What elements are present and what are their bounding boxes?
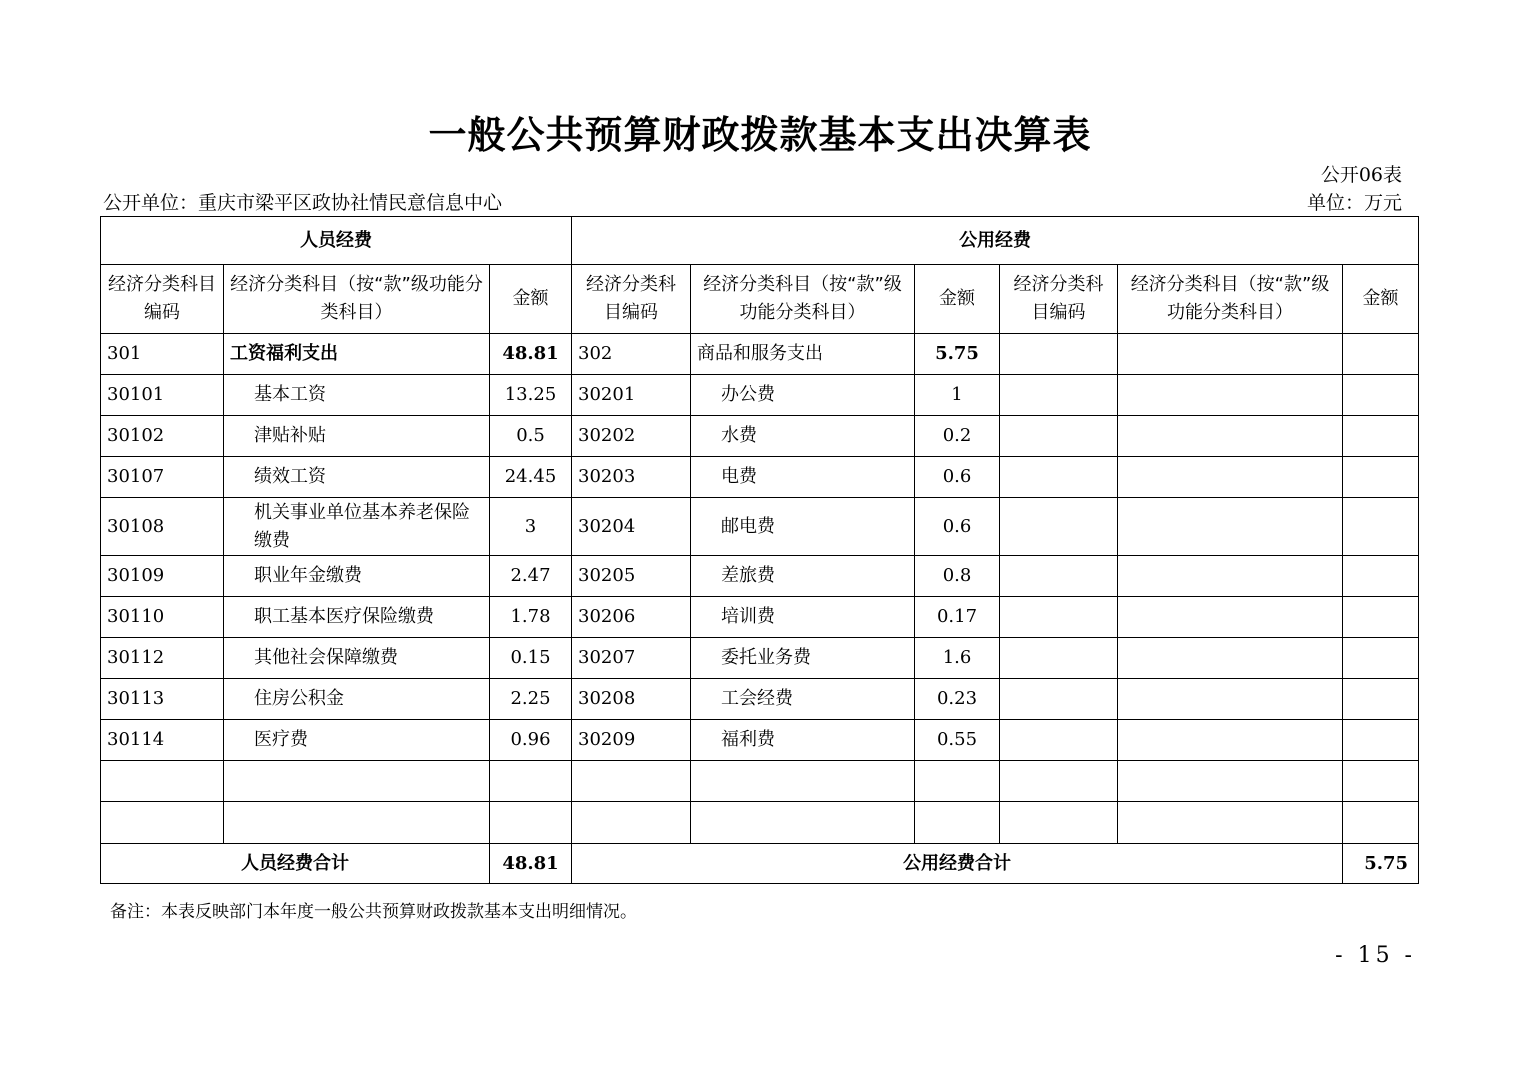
public-amount-cell-2 [1343,720,1419,761]
personnel-subject-cell: 其他社会保障缴费 [224,638,490,679]
unit-label: 单位：万元 [1306,192,1402,214]
personnel-amount-cell: 13.25 [490,375,572,416]
public-amount-cell: 0.23 [915,679,1000,720]
table-row [101,761,1419,802]
public-code-cell: 30206 [572,597,691,638]
col-header-subject: 经济分类科目（按“款”级功能分类科目） [691,265,915,334]
table-row [101,720,1419,761]
public-amount-cell: 5.75 [915,334,1000,375]
personnel-amount-cell: 2.47 [490,556,572,597]
public-code-cell [572,761,691,802]
public-code-cell-2 [1000,761,1118,802]
public-code-cell-2 [1000,334,1118,375]
public-subject-cell: 水费 [691,416,915,457]
public-amount-cell-2 [1343,498,1419,556]
personnel-code-cell: 30112 [101,638,224,679]
public-amount-cell: 0.55 [915,720,1000,761]
public-subject-cell: 福利费 [691,720,915,761]
public-amount-cell-2 [1343,638,1419,679]
public-amount-cell: 0.2 [915,416,1000,457]
table-row [101,638,1419,679]
public-amount-cell-2 [1343,416,1419,457]
table-code: 公开06表 [1320,164,1402,186]
public-amount-cell: 1 [915,375,1000,416]
public-code-cell: 30203 [572,457,691,498]
page-number: - 15 - [1335,943,1416,968]
public-subject-cell: 工会经费 [691,679,915,720]
public-subject-cell [691,761,915,802]
personnel-subject-cell: 住房公积金 [224,679,490,720]
personnel-code-cell [101,761,224,802]
col-header-code: 经济分类科目编码 [101,265,224,334]
public-code-cell: 30204 [572,498,691,556]
personnel-code-cell: 30110 [101,597,224,638]
col-header-amount: 金额 [1343,265,1419,334]
table-row [101,802,1419,844]
public-amount-cell-2 [1343,334,1419,375]
public-amount-cell: 0.17 [915,597,1000,638]
personnel-code-cell: 30102 [101,416,224,457]
personnel-code-cell [101,802,224,844]
personnel-code-cell: 30109 [101,556,224,597]
public-subject-cell-2 [1118,679,1343,720]
public-subject-cell-2 [1118,416,1343,457]
public-total-amount: 5.75 [1343,844,1419,884]
public-subject-cell-2 [1118,498,1343,556]
personnel-amount-cell: 1.78 [490,597,572,638]
public-amount-cell [915,761,1000,802]
personnel-amount-cell: 48.81 [490,334,572,375]
col-header-amount: 金额 [915,265,1000,334]
personnel-code-cell: 30113 [101,679,224,720]
public-code-cell: 30201 [572,375,691,416]
public-code-cell: 30209 [572,720,691,761]
page-title: 一般公共预算财政拨款基本支出决算表 [428,113,1092,157]
personnel-subject-cell: 绩效工资 [224,457,490,498]
personnel-subject-cell [224,802,490,844]
public-subject-cell-2 [1118,761,1343,802]
table-row [101,416,1419,457]
personnel-subject-cell [224,761,490,802]
public-subject-cell-2 [1118,334,1343,375]
public-amount-cell: 0.6 [915,498,1000,556]
personnel-amount-cell: 3 [490,498,572,556]
col-header-code: 经济分类科目编码 [572,265,691,334]
personnel-subject-cell: 职业年金缴费 [224,556,490,597]
public-subject-cell: 委托业务费 [691,638,915,679]
public-subject-cell: 邮电费 [691,498,915,556]
personnel-amount-cell: 0.5 [490,416,572,457]
public-code-cell-2 [1000,802,1118,844]
public-subject-cell-2 [1118,638,1343,679]
personnel-code-cell: 30114 [101,720,224,761]
public-code-cell-2 [1000,556,1118,597]
personnel-code-cell: 30101 [101,375,224,416]
public-total-label: 公用经费合计 [572,844,1343,884]
col-header-amount: 金额 [490,265,572,334]
personnel-header: 人员经费 [101,217,572,265]
public-subject-cell: 培训费 [691,597,915,638]
public-subject-cell: 电费 [691,457,915,498]
public-amount-cell: 1.6 [915,638,1000,679]
public-code-cell-2 [1000,457,1118,498]
personnel-total-label: 人员经费合计 [101,844,490,884]
public-code-cell [572,802,691,844]
public-code-cell-2 [1000,416,1118,457]
public-amount-cell-2 [1343,375,1419,416]
public-header: 公用经费 [572,217,1419,265]
public-subject-cell-2 [1118,375,1343,416]
personnel-subject-cell: 基本工资 [224,375,490,416]
public-amount-cell-2 [1343,457,1419,498]
table-row [101,556,1419,597]
public-subject-cell-2 [1118,457,1343,498]
personnel-amount-cell [490,761,572,802]
org-label: 公开单位：重庆市梁平区政协社情民意信息中心 [103,192,503,214]
table-body [101,334,1419,844]
personnel-amount-cell [490,802,572,844]
footnote: 备注：本表反映部门本年度一般公共预算财政拨款基本支出明细情况。 [110,902,637,922]
public-code-cell-2 [1000,679,1118,720]
personnel-code-cell: 30107 [101,457,224,498]
col-header-subject: 经济分类科目（按“款”级功能分类科目） [1118,265,1343,334]
public-code-cell-2 [1000,498,1118,556]
personnel-amount-cell: 0.96 [490,720,572,761]
personnel-subject-cell: 医疗费 [224,720,490,761]
public-amount-cell-2 [1343,802,1419,844]
public-code-cell-2 [1000,638,1118,679]
public-subject-cell-2 [1118,556,1343,597]
col-header-subject: 经济分类科目（按“款”级功能分类科目） [224,265,490,334]
public-subject-cell: 差旅费 [691,556,915,597]
personnel-subject-cell: 职工基本医疗保险缴费 [224,597,490,638]
public-subject-cell [691,802,915,844]
public-code-cell: 30205 [572,556,691,597]
public-subject-cell-2 [1118,597,1343,638]
public-code-cell-2 [1000,720,1118,761]
personnel-subject-cell: 津贴补贴 [224,416,490,457]
public-code-cell-2 [1000,375,1118,416]
personnel-amount-cell: 24.45 [490,457,572,498]
personnel-amount-cell: 2.25 [490,679,572,720]
personnel-subject-cell: 机关事业单位基本养老保险缴费 [224,498,490,556]
public-amount-cell-2 [1343,556,1419,597]
public-amount-cell: 0.8 [915,556,1000,597]
personnel-total-amount: 48.81 [490,844,572,884]
public-code-cell: 302 [572,334,691,375]
personnel-code-cell: 301 [101,334,224,375]
table-row [101,375,1419,416]
public-code-cell: 30202 [572,416,691,457]
public-amount-cell-2 [1343,597,1419,638]
public-amount-cell: 0.6 [915,457,1000,498]
col-header-code: 经济分类科目编码 [1000,265,1118,334]
personnel-amount-cell: 0.15 [490,638,572,679]
public-code-cell: 30207 [572,638,691,679]
table-row [101,498,1419,556]
table-row [101,334,1419,375]
public-code-cell: 30208 [572,679,691,720]
table-row [101,457,1419,498]
public-amount-cell-2 [1343,761,1419,802]
public-subject-cell: 办公费 [691,375,915,416]
public-code-cell-2 [1000,597,1118,638]
public-amount-cell-2 [1343,679,1419,720]
public-amount-cell [915,802,1000,844]
public-subject-cell-2 [1118,802,1343,844]
public-subject-cell: 商品和服务支出 [691,334,915,375]
table-row [101,597,1419,638]
personnel-code-cell: 30108 [101,498,224,556]
personnel-subject-cell: 工资福利支出 [224,334,490,375]
table-row [101,679,1419,720]
expenditure-table [100,216,1419,884]
public-subject-cell-2 [1118,720,1343,761]
